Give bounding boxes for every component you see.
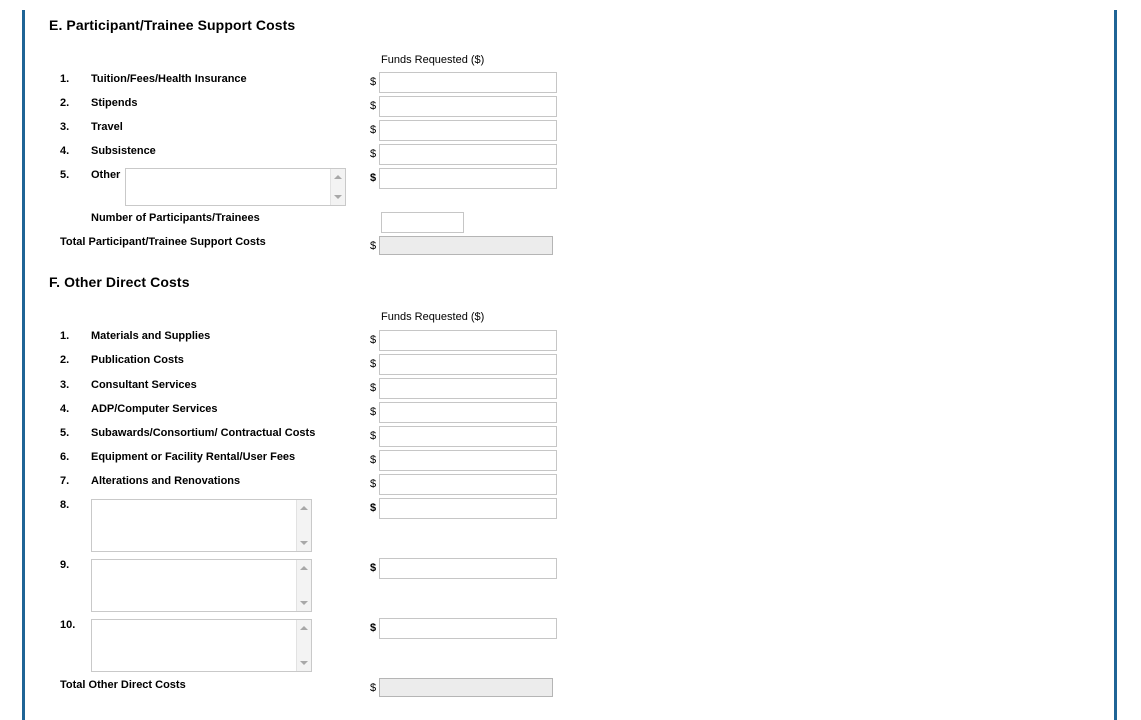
e-item-1-number: 1. — [60, 73, 70, 85]
f-item-3-currency: $ — [370, 382, 377, 394]
f-item-10-scrollbar[interactable] — [296, 620, 311, 671]
f-item-4-number: 4. — [60, 403, 70, 415]
f-item-2-amount-input[interactable] — [379, 354, 557, 375]
e-total-amount-field — [379, 236, 553, 255]
scroll-down-icon[interactable] — [300, 661, 308, 665]
section-f-funds-header: Funds Requested ($) — [381, 311, 485, 323]
f-item-10-currency: $ — [370, 622, 377, 634]
e-other-scrollbar[interactable] — [330, 169, 345, 205]
e-item-2-currency: $ — [370, 100, 377, 112]
f-item-8-amount-input[interactable] — [379, 498, 557, 519]
scroll-up-icon[interactable] — [300, 566, 308, 570]
f-item-8-scrollbar[interactable] — [296, 500, 311, 551]
e-item-1-amount-input[interactable] — [379, 72, 557, 93]
f-item-10-amount-input[interactable] — [379, 618, 557, 639]
f-item-10-number: 10. — [60, 619, 76, 631]
scroll-down-icon[interactable] — [334, 195, 342, 199]
f-item-6-amount-input[interactable] — [379, 450, 557, 471]
participants-count-input[interactable] — [381, 212, 464, 233]
f-item-1-number: 1. — [60, 330, 70, 342]
e-item-3-currency: $ — [370, 124, 377, 136]
left-border — [22, 10, 25, 720]
e-item-5-currency: $ — [370, 172, 377, 184]
e-item-5-amount-input[interactable] — [379, 168, 557, 189]
e-item-5-number: 5. — [60, 169, 70, 181]
e-item-4-number: 4. — [60, 145, 70, 157]
e-other-description-textarea[interactable] — [125, 168, 346, 206]
e-item-3-number: 3. — [60, 121, 70, 133]
e-item-1-currency: $ — [370, 76, 377, 88]
scroll-down-icon[interactable] — [300, 601, 308, 605]
e-item-3-amount-input[interactable] — [379, 120, 557, 141]
right-border — [1114, 10, 1117, 720]
participants-count-label: Number of Participants/Trainees — [91, 212, 260, 224]
f-item-5-label: Subawards/Consortium/ Contractual Costs — [91, 427, 316, 439]
e-item-3-label: Travel — [91, 121, 123, 133]
f-item-5-amount-input[interactable] — [379, 426, 557, 447]
e-item-4-currency: $ — [370, 148, 377, 160]
f-item-3-label: Consultant Services — [91, 379, 197, 391]
f-item-6-label: Equipment or Facility Rental/User Fees — [91, 451, 296, 463]
e-item-4-label: Subsistence — [91, 145, 156, 157]
f-item-5-number: 5. — [60, 427, 70, 439]
f-total-label: Total Other Direct Costs — [60, 679, 186, 691]
f-item-9-scrollbar[interactable] — [296, 560, 311, 611]
f-item-2-currency: $ — [370, 358, 377, 370]
f-item-7-currency: $ — [370, 478, 377, 490]
f-item-9-number: 9. — [60, 559, 70, 571]
f-item-7-amount-input[interactable] — [379, 474, 557, 495]
e-item-4-amount-input[interactable] — [379, 144, 557, 165]
e-item-2-label: Stipends — [91, 97, 138, 109]
e-item-5-label: Other — [91, 169, 121, 181]
scroll-down-icon[interactable] — [300, 541, 308, 545]
e-item-2-amount-input[interactable] — [379, 96, 557, 117]
f-item-3-number: 3. — [60, 379, 70, 391]
f-item-6-number: 6. — [60, 451, 70, 463]
f-item-7-number: 7. — [60, 475, 70, 487]
f-total-amount-field — [379, 678, 553, 697]
f-item-1-amount-input[interactable] — [379, 330, 557, 351]
f-item-4-currency: $ — [370, 406, 377, 418]
scroll-up-icon[interactable] — [334, 175, 342, 179]
scroll-up-icon[interactable] — [300, 506, 308, 510]
f-item-2-label: Publication Costs — [91, 354, 184, 366]
e-item-2-number: 2. — [60, 97, 70, 109]
scroll-up-icon[interactable] — [300, 626, 308, 630]
e-total-label: Total Participant/Trainee Support Costs — [60, 236, 266, 248]
f-item-8-description-textarea[interactable] — [91, 499, 312, 552]
section-f-title: F. Other Direct Costs — [49, 274, 190, 290]
f-item-1-label: Materials and Supplies — [91, 330, 211, 342]
f-item-8-number: 8. — [60, 499, 70, 511]
f-item-6-currency: $ — [370, 454, 377, 466]
f-item-4-label: ADP/Computer Services — [91, 403, 218, 415]
e-item-1-label: Tuition/Fees/Health Insurance — [91, 73, 247, 85]
f-item-9-description-textarea[interactable] — [91, 559, 312, 612]
f-item-10-description-textarea[interactable] — [91, 619, 312, 672]
f-item-5-currency: $ — [370, 430, 377, 442]
f-item-1-currency: $ — [370, 334, 377, 346]
section-e-title: E. Participant/Trainee Support Costs — [49, 17, 296, 33]
f-item-2-number: 2. — [60, 354, 70, 366]
f-item-9-currency: $ — [370, 562, 377, 574]
section-e-funds-header: Funds Requested ($) — [381, 54, 485, 66]
f-total-currency: $ — [370, 682, 377, 694]
f-item-8-currency: $ — [370, 502, 377, 514]
f-item-7-label: Alterations and Renovations — [91, 475, 241, 487]
f-item-3-amount-input[interactable] — [379, 378, 557, 399]
e-total-currency: $ — [370, 240, 377, 252]
f-item-9-amount-input[interactable] — [379, 558, 557, 579]
f-item-4-amount-input[interactable] — [379, 402, 557, 423]
